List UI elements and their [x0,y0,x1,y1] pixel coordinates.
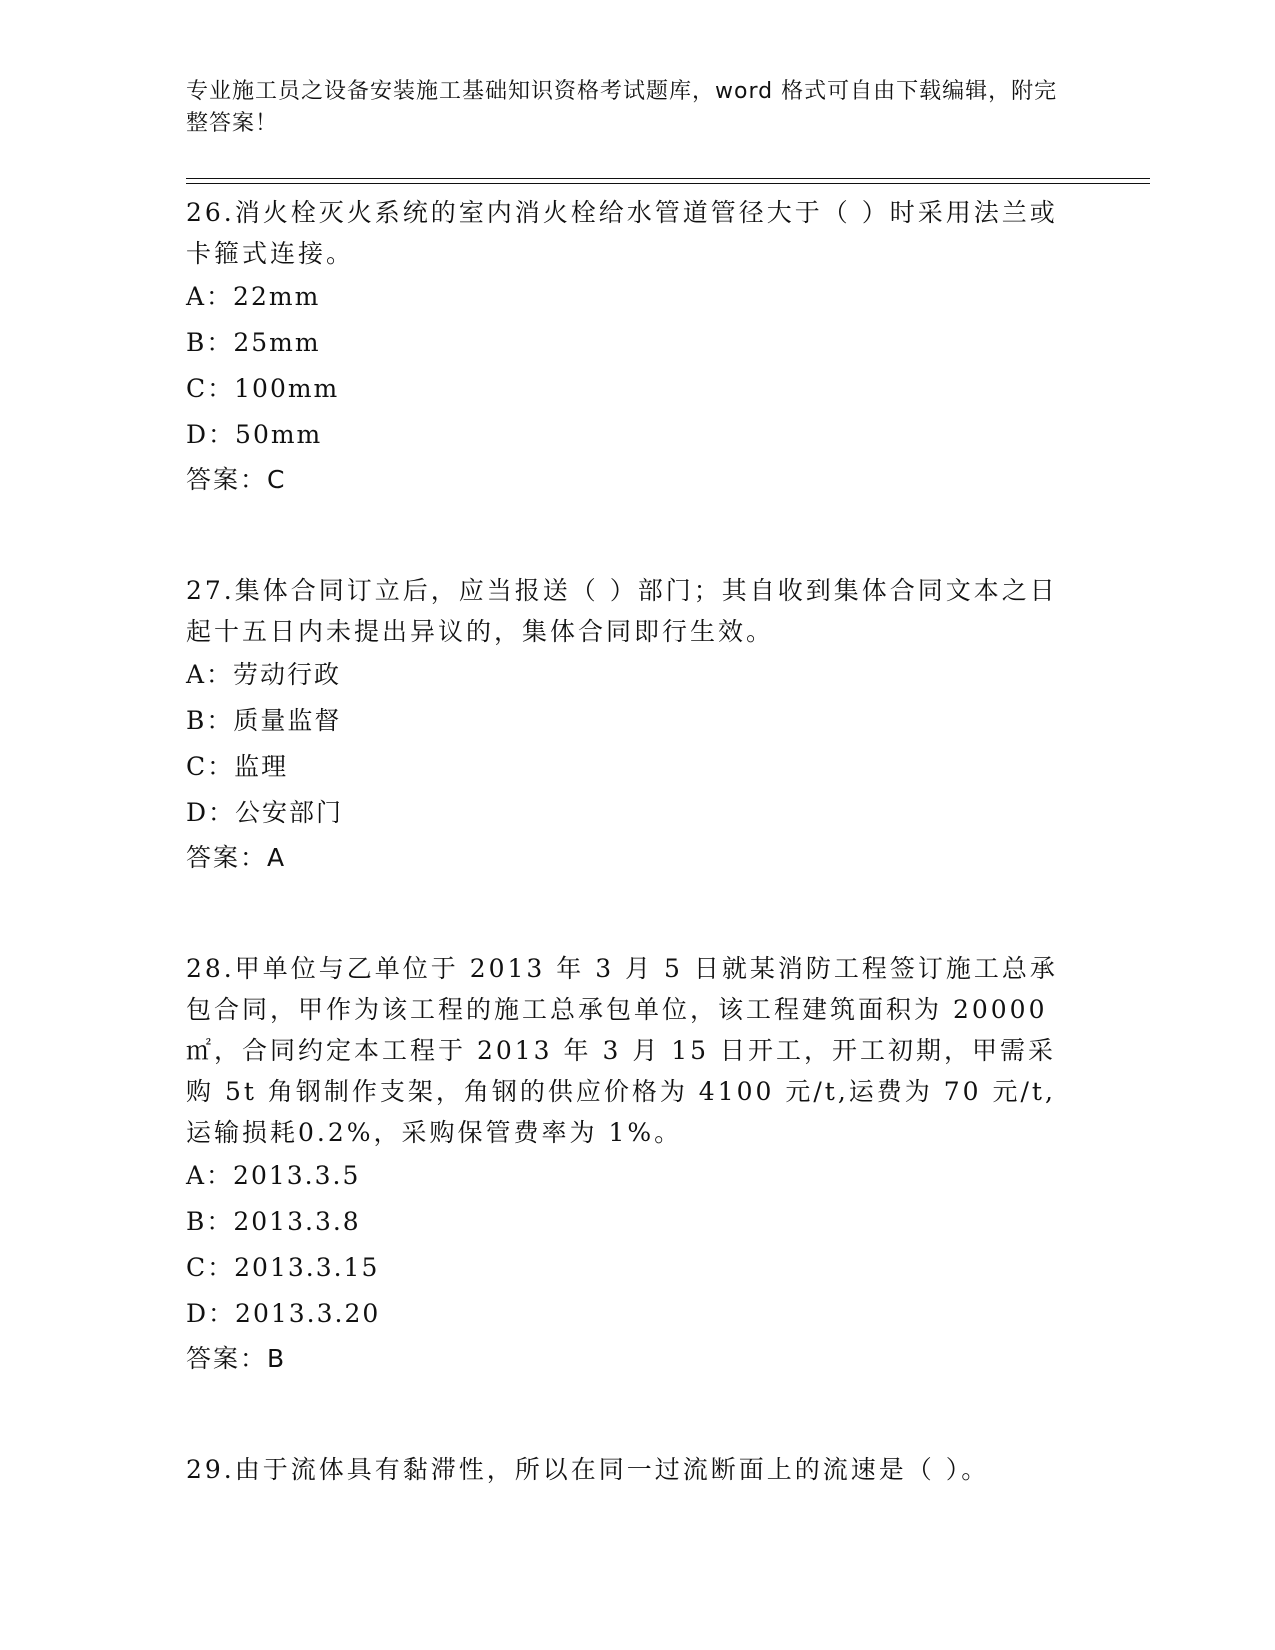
answer-line: 答案：C [186,465,287,494]
spacer [186,1381,1066,1445]
header-divider-top [186,178,1150,179]
option-d: D：公安部门 [186,798,344,827]
question-text: 27.集体合同订立后，应当报送（ ）部门；其自收到集体合同文本之日起十五日内未提出异议的，集体合同即行生效。 [186,576,1058,646]
question-list [186,188,1066,1490]
question-28 [186,944,1066,1381]
header-intro-text: 专业施工员之设备安装施工基础知识资格考试题库，word 格式可自由下载编辑，附完整答案！ [186,79,1058,136]
option-b: B：2013.3.8 [186,1207,361,1236]
option-d: D：2013.3.20 [186,1299,381,1328]
question-29 [186,1445,1066,1490]
option-a: A：2013.3.5 [186,1161,361,1190]
question-text: 29.由于流体具有黏滞性，所以在同一过流断面上的流速是（ ）。 [186,1455,990,1484]
option-a: A：22mm [186,282,321,311]
spacer [186,502,1066,566]
option-c: C：2013.3.15 [186,1253,380,1282]
question-text: 26.消火栓灭火系统的室内消火栓给水管道管径大于（ ）时采用法兰或卡箍式连接。 [186,198,1058,268]
option-b: B：25mm [186,328,321,357]
option-c: C：监理 [186,752,289,781]
option-d: D：50mm [186,420,323,449]
option-c: C：100mm [186,374,340,403]
header-divider-bottom [186,183,1150,184]
question-27 [186,566,1066,880]
spacer [186,880,1066,944]
option-a: A：劳动行政 [186,660,342,689]
question-text: 28.甲单位与乙单位于 2013 年 3 月 5 日就某消防工程签订施工总承包合同，甲作为该工程的施工总承包单位，该工程建筑面积为 20000㎡，合同约定本工程于 2013 年 3 月 15 日开工，开工初期，甲需采购 5t 角钢制作支架，角钢的供应价格为 4100 元/t,运费为 70 元/t,运输损耗0.2%，采购保管费率为 1%。 [186,954,1058,1147]
answer-line: 答案：A [186,843,287,872]
option-b: B：质量监督 [186,706,342,735]
document-header [186,76,1066,140]
answer-line: 答案：B [186,1344,287,1373]
question-26 [186,188,1066,502]
